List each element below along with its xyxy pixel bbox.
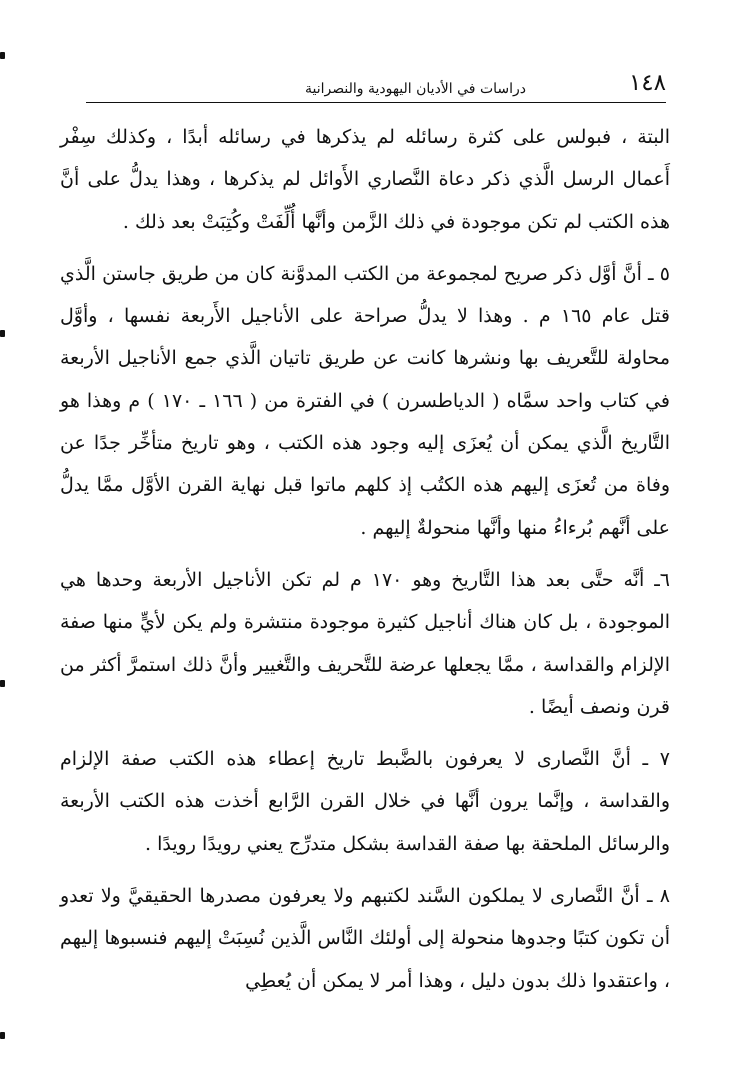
page-number: ١٤٨ xyxy=(628,70,666,96)
paragraph-point-7: ٧ ـ أنَّ النَّصارى لا يعرفون بالضَّبط تاريخ إعطاء هذه الكتب صفة الإلزام والقداسة ، وإنَّما يرون أنَّها في خلال القرن الرَّابع أخذت هذه الكتب الأربعة والرسائل الملحقة بها صفة القداسة بشكل متدرِّج يعني رويدًا رويدًا . xyxy=(60,748,670,855)
paragraph-point-5: ٥ ـ أنَّ أوَّل ذكر صريح لمجموعة من الكتب المدوَّنة كان من طريق جاستن الَّذي قتل عام ١٦٥ م . وهذا لا يدلُّ صراحة على الأناجيل الأَربعة نفسها ، وأوَّل محاولة للتَّعريف بها ونشرها كانت عن طريق تاتيان الَّذي جمع الأناجيل الأربعة في كتاب واحد سمَّاه ( الدياطسرن ) في الفترة من ( ١٦٦ ـ ١٧٠ ) م وهذا هو التَّاريخ الَّذي يمكن أن يُعزَى إليه وجود هذه الكتب ، وهو تاريخ متأخِّر جدًا عن وفاة من تُعزَى إليهم هذه الكتُب إذ كلهم ماتوا قبل نهاية القرن الأوَّل ممَّا يدلُّ على أنَّهم بُرءاءُ منها وأنَّها منحولةٌ إليهم . xyxy=(60,262,670,539)
running-title: دراسات في الأديان اليهودية والنصرانية xyxy=(305,81,526,97)
body-text xyxy=(60,116,670,1002)
margin-mark xyxy=(0,52,5,59)
margin-mark xyxy=(0,680,5,687)
margin-mark xyxy=(0,1032,5,1039)
paragraph-point-8: ٨ ـ أنَّ النَّصارى لا يملكون السَّند لكتبهم ولا يعرفون مصدرها الحقيقيَّ ولا تعدو أن تكون كتبًا وجدوها منحولة إلى أولئك النَّاس الَّذين نُسِبَتْ إليهم فنسبوها إليهم ، واعتقدوا ذلك بدون دليل ، وهذا أمر لا يمكن أن يُعطِي xyxy=(60,885,670,992)
paragraph-continuation: البتة ، فبولس على كثرة رسائله لم يذكرها في رسائله أبدًا ، وكذلك سِفْر أَعمال الرسل الَّذي ذكر دعاة النَّصاري الأَوائل لم يذكرها ، وهذا يدلُّ على أنَّ هذه الكتب لم تكن موجودة في ذلك الزَّمن وأنَّها أُلِّفَتْ وكُتِبَتْ بعد ذلك . xyxy=(60,126,670,233)
header-rule xyxy=(86,102,666,103)
running-header xyxy=(86,70,666,100)
margin-mark xyxy=(0,330,5,337)
paragraph-point-6: ٦ـ أنَّه حتَّى بعد هذا التَّاريخ وهو ١٧٠ م لم تكن الأناجيل الأربعة وحدها هي الموجودة ، بل كان هناك أناجيل كثيرة موجودة منتشرة ولم يكن لأيٍّ منها صفة الإلزام والقداسة ، ممَّا يجعلها عرضة للتَّحريف والتَّغيير وأنَّ ذلك استمرَّ أكثر من قرن ونصف أيضًا . xyxy=(60,568,670,718)
